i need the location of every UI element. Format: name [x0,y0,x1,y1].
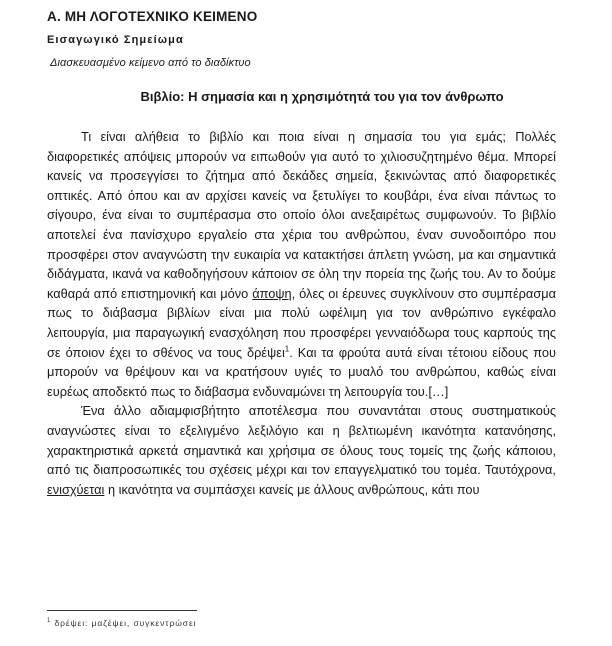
paragraph-1-part-1: Τι είναι αλήθεια το βιβλίο και ποια είναι η σημασία του για εμάς; Πολλές διαφορετικές απόψεις μπορούν να ειπωθούν για αυτό το χιλιοσυζητημένο θέμα. Μπορεί κανείς να προσεγγίσει το ζήτημα από δεκάδες σημεία, ξεκινώντας από διαφορετικές οπτικές. Από όπου και αν αρχίσει κανείς να ξετυλίγει το κουβάρι, ένα είναι πάντως το σίγουρο, ένα είναι το συμπέρασμα στο οποίο όλοι ανεξαιρέτως συμφωνούν. Το βιβλίο αποτελεί ένα πανίσχυρο εργαλείο στα χέρια του ανθρώπου, έναν συνοδοιπόρο που προσφέρει στον αναγνώστη την ευκαιρία να κατακτήσει άπλετη γνώση, μα και σημαντικά διδάγματα, ικανά να καθοδηγήσουν κάποιον σε όλη την πορεία της ζωής του. Αν το δούμε καθαρά από επιστημονική και μόνο [47,129,556,301]
footnote-number: 1 [47,618,52,625]
paragraph-1-part-3: . Και τα φρούτα αυτά είναι τέτοιου είδους που μπορούν να θρέψουν και να κρατήσουν υγιές το μυαλό του ανθρώπου, καθώς είναι ευρέως αποδεκτό πως το διάβασμα ενδυναμώνει τη λειτουργία του.[…] [47,344,556,399]
source-note: Διασκευασμένο κείμενο από το διαδίκτυο [50,57,251,69]
footnote [47,618,196,628]
paragraph-2 [47,401,556,499]
paragraph-2-part-2: η ικανότητα να συμπάσχει κανείς με άλλους ανθρώπους, κάτι που [104,481,480,497]
paragraph-1 [47,127,556,401]
section-title: Α. ΜΗ ΛΟΓΟΤΕΧΝΙΚΟ ΚΕΙΜΕΝΟ [47,9,258,24]
underlined-word-apopsi: άποψη [252,285,292,301]
footnote-reference: 1 [284,344,290,354]
footnote-divider [47,610,197,611]
paragraph-1-part-2: , όλες οι έρευνες συγκλίνουν στο συμπέρασμα πως το διάβασμα βιβλίων είναι μια πολύ ωφέλιμη για τον ανθρώπινο εγκέφαλο λειτουργία, μια παραγωγική ενασχόληση που προσφέρει γενναιόδωρα τους καρπούς της σε όποιον έχει το σθένος να τους δρέψει [47,285,556,360]
paragraph-2-part-1: Ένα άλλο αδιαμφισβήτητο αποτέλεσμα που συναντάται στους συστηματικούς αναγνώστες είναι το εξελιγμένο λεξιλόγιο και η βελτιωμένη ικανότητα κατανόησης, χαρακτηριστικά αρκετά σημαντικά και χρήσιμα σε όλους τους τομείς της ζωής κάποιου, από τις διαπροσωπικές του σχέσεις μέχρι και τον επαγγελματικό του τομέα. Ταυτόχρονα, [47,403,556,478]
article-body [47,127,556,499]
intro-label: Εισαγωγικό Σημείωμα [47,34,184,46]
underlined-word-enischyetai: ενισχύεται [47,481,105,497]
article-title: Βιβλίο: Η σημασία και η χρησιμότητά του για τον άνθρωπο [140,89,504,104]
footnote-text: δρέψει: μαζέψει, συγκεντρώσει [54,618,197,628]
